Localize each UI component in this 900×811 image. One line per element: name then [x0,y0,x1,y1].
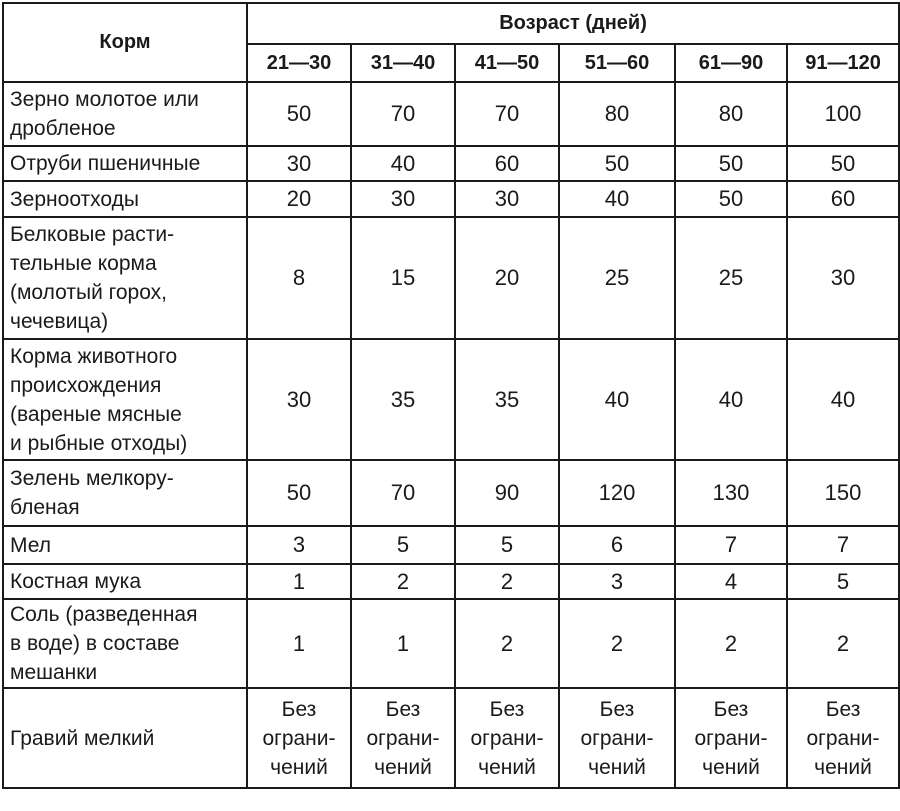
feed-amount: 60 [787,181,899,217]
feed-amount-line: Без [713,697,749,721]
feed-amount: 5 [455,526,559,564]
feed-name-line: Гравий мелкий [10,726,155,750]
table-row [3,688,899,788]
feed-amount: 5 [351,526,455,564]
feed-name-line: Мел [10,533,51,557]
table-row [3,599,899,688]
feed-amount: 7 [787,526,899,564]
feed-amount: 80 [675,82,787,146]
feed-amount: 30 [455,181,559,217]
feed-amount: 2 [351,564,455,599]
feed-amount: 60 [455,146,559,181]
feed-name-line: Белковые расти- [10,223,175,246]
feed-amount: 40 [351,146,455,181]
feed-amount: 40 [559,181,675,217]
feed-name-line: Костная мука [10,570,142,593]
feed-amount-line: чений [702,755,760,779]
feed-amount: 8 [247,217,351,339]
feed-name-line: в воде) в составе [10,632,180,655]
feed-amount: 1 [351,599,455,688]
feed-amount: 50 [675,146,787,181]
feed-amount: 100 [787,82,899,146]
feed-name-line: чечевица) [10,310,109,333]
feed-amount-line: ограни- [806,726,880,750]
feed-amount-line: Без [281,697,317,721]
feed-name [3,82,247,146]
feed-amount: 80 [559,82,675,146]
age-group-6: 91—120 [787,44,899,82]
feed-amount-line: Без [489,697,525,721]
feed-name-line: дробленое [10,117,116,140]
feed-name [3,339,247,460]
feed-amount: 50 [559,146,675,181]
feed-name-line: Зерно молотое или [10,88,199,111]
feed-name-line: Корма животного [10,344,178,368]
feed-amount: 35 [455,339,559,460]
table-row [3,339,899,460]
feed-name [3,460,247,526]
feed-amount-line: чений [270,755,328,779]
feed-amount: 30 [247,339,351,460]
feed-amount-line: ограни- [262,726,336,750]
age-group-2: 31—40 [351,44,455,82]
feed-amount: 1 [247,564,351,599]
feed-name [3,688,247,788]
table-row [3,564,899,599]
feed-amount: 90 [455,460,559,526]
feed-amount-line: Без [385,697,421,721]
feed-amount: 6 [559,526,675,564]
feed-amount: 70 [351,82,455,146]
feed-amount: 2 [559,599,675,688]
feed-name [3,217,247,339]
feed-name-line: Зерноотходы [10,187,139,211]
feed-amount [247,688,351,788]
feed-amount: 130 [675,460,787,526]
age-group-4: 51—60 [559,44,675,82]
feed-amount: 25 [675,217,787,339]
feed-amount: 50 [787,146,899,181]
feed-name-line: тельные корма [10,252,157,275]
feed-amount-line: чений [478,755,536,779]
feed-amount: 50 [247,82,351,146]
feed-amount [351,688,455,788]
feed-amount: 150 [787,460,899,526]
feed-name-line: (молотый горох, [10,281,167,304]
table-row [3,82,899,146]
feed-amount: 70 [455,82,559,146]
feed-amount: 20 [455,217,559,339]
feed-amount: 2 [787,599,899,688]
feed-amount-line: чений [374,755,432,779]
feed-amount [559,688,675,788]
feed-amount: 1 [247,599,351,688]
feed-name-line: и рыбные отходы) [10,431,188,455]
feed-amount-line: ограни- [694,726,768,750]
feed-amount: 20 [247,181,351,217]
feed-name-line: мешанки [10,661,98,684]
feed-name-line: (вареные мясные [10,402,182,426]
feed-amount-line: Без [599,697,635,721]
feed-name [3,181,247,217]
table-row [3,526,899,564]
feed-amount: 2 [675,599,787,688]
feed-ration-table [2,2,900,789]
feed-amount: 30 [351,181,455,217]
feed-amount: 15 [351,217,455,339]
feed-amount: 3 [247,526,351,564]
feed-amount-line: ограни- [580,726,654,750]
feed-amount: 2 [455,599,559,688]
feed-amount: 120 [559,460,675,526]
feed-name-line: Зелень мелкору- [10,467,174,490]
feed-amount: 5 [787,564,899,599]
table-row [3,146,899,181]
feed-amount-line: ограни- [470,726,544,750]
feed-amount: 3 [559,564,675,599]
feed-amount: 35 [351,339,455,460]
feed-amount: 50 [247,460,351,526]
feed-column-header: Корм [3,3,247,82]
table-row [3,217,899,339]
feed-amount: 70 [351,460,455,526]
feed-amount: 30 [787,217,899,339]
age-group-5: 61—90 [675,44,787,82]
table-row [3,181,899,217]
feed-amount-line: чений [814,755,872,779]
feed-name-line: Соль (разведенная [10,603,198,626]
feed-amount [675,688,787,788]
feed-name [3,564,247,599]
feed-name-line: происхождения [10,373,162,397]
feed-name [3,526,247,564]
feed-amount: 50 [675,181,787,217]
feed-name [3,599,247,688]
feed-amount-line: чений [588,755,646,779]
feed-amount: 25 [559,217,675,339]
feed-name-line: Отруби пшеничные [10,152,201,175]
table-row [3,460,899,526]
age-group-3: 41—50 [455,44,559,82]
feed-amount: 40 [675,339,787,460]
feed-amount [455,688,559,788]
feed-amount-line: ограни- [366,726,440,750]
feed-amount: 4 [675,564,787,599]
age-group-header: Возраст (дней) [247,3,899,44]
feed-amount [787,688,899,788]
feed-amount: 40 [787,339,899,460]
age-group-1: 21—30 [247,44,351,82]
feed-name-line: бленая [10,496,80,519]
feed-amount: 40 [559,339,675,460]
feed-amount: 2 [455,564,559,599]
feed-amount: 30 [247,146,351,181]
feed-name [3,146,247,181]
feed-amount-line: Без [825,697,861,721]
feed-amount: 7 [675,526,787,564]
